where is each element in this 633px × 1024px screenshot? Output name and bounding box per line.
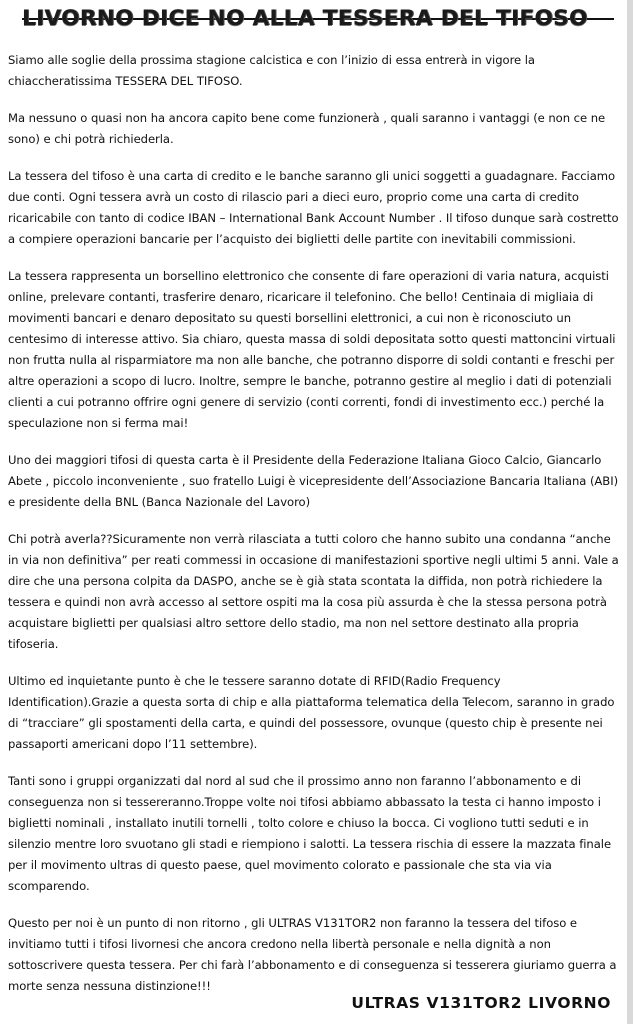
paragraph-how-it-works: Ma nessuno o quasi non ha ancora capito bene come funzionerà , quali saranno i vantaggi (e non ce ne sono) e chi potrà richiederla.	[8, 111, 606, 146]
paragraph-abete: Uno dei maggiori tifosi di questa carta è il Presidente della Federazione Italiana Gioco Calcio, Giancarlo Abete , piccolo inconveniente , suo fratello Luigi è vicepresidente dell’Associazione Bancaria Italiana (ABI) e presidente della BNL (Banca Nazionale del Lavoro)	[8, 453, 619, 509]
paragraph-credit-card: La tessera del tifoso è una carta di credito e le banche saranno gli unici soggetti a guadagnare. Facciamo due conti. Ogni tessera avrà un costo di rilascio pari a dieci euro, proprio come una carta di credito ricaricabile con tanto di codice IBAN – International Bank Account Number . Il tifoso dunque sarà costretto a compiere operazioni bancarie per l’acquisto dei biglietti delle partite con inevitabili commissioni.	[8, 169, 619, 246]
signature: ULTRAS V131TOR2 LIVORNO	[351, 994, 611, 1012]
paragraph-organized-groups: Tanti sono i gruppi organizzati dal nord al sud che il prossimo anno non faranno l’abbonamento e di conseguenza non si tessereranno.Troppe volte noi tifosi abbiamo abbassato la testa ci hanno imposto i biglietti nominali , installato inutili tornelli , tolto colore e chiuso la bocca. Ci vogliono tutti seduti e in silenzio mentre loro svuotano gli stadi e riempiono i salotti. La tessera rischia di essere la mazzata finale per il movimento ultras di questo paese, quel movimento colorato e passionale che sta via via scomparendo.	[8, 774, 612, 893]
paragraph-who-can-get-it: Chi potrà averla??Sicuramente non verrà rilasciata a tutti coloro che hanno subito una condanna “anche in via non definitiva” per reati commessi in occasione di manifestazioni sportive negli ultimi 5 anni. Vale a dire che una persona colpita da DASPO, anche se è già stata scontata la diffida, non potrà richiedere la tessera e quindi non avrà accesso al settore ospiti ma la cosa più assurda è che la stessa persona potrà acquistare biglietti per qualsiasi altro settore dello stadio, ma non nel settore destinato alla propria tifoseria.	[8, 532, 619, 651]
page-title: LIVORNO DICE NO ALLA TESSERA DEL TIFOSO	[22, 6, 588, 31]
paragraph-no-return: Questo per noi è un punto di non ritorno , gli ULTRAS V131TOR2 non faranno la tessera del tifoso e invitiamo tutti i tifosi livornesi che ancora credono nella libertà personale e nella dignità a non sottoscrivere questa tessera. Per chi farà l’abbonamento e di conseguenza si tesserera giuriamo guerra a morte senza nessuna distinzione!!!	[8, 916, 617, 993]
paragraph-intro: Siamo alle soglie della prossima stagione calcistica e con l’inizio di essa entrerà in vigore la chiaccheratissima TESSERA DEL TIFOSO.	[8, 53, 535, 88]
flyer-body	[8, 50, 624, 997]
paragraph-electronic-wallet: La tessera rappresenta un borsellino elettronico che consente di fare operazioni di varia natura, acquisti online, prelevare contanti, trasferire denaro, ricaricare il telefonino. Che bello! Centinaia di migliaia di movimenti bancari e denaro depositato su questi borsellini elettronici, a cui non è riconosciuto un centesimo di interesse attivo. Sia chiaro, questa massa di soldi depositata sotto questi mattoncini virtuali non frutta nulla al risparmiatore ma non alle banche, che potranno disporre di soldi contanti e freschi per altre operazioni a scopo di lucro. Inoltre, sempre le banche, potranno gestire al meglio i dati di potenziali clienti a cui potranno offrire ogni genere di servizio (conti correnti, fondi di investimento ecc.) perché la speculazione non si ferma mai!	[8, 269, 616, 430]
paragraph-rfid: Ultimo ed inquietante punto è che le tessere saranno dotate di RFID(Radio Frequency Identification).Grazie a questa sorta di chip e alla piattaforma telematica della Telecom, saranno in grado di “tracciare” gli spostamenti della carta, e quindi del possessore, ovunque (questo chip è presente nei passaporti americani dopo l’11 settembre).	[8, 674, 615, 751]
